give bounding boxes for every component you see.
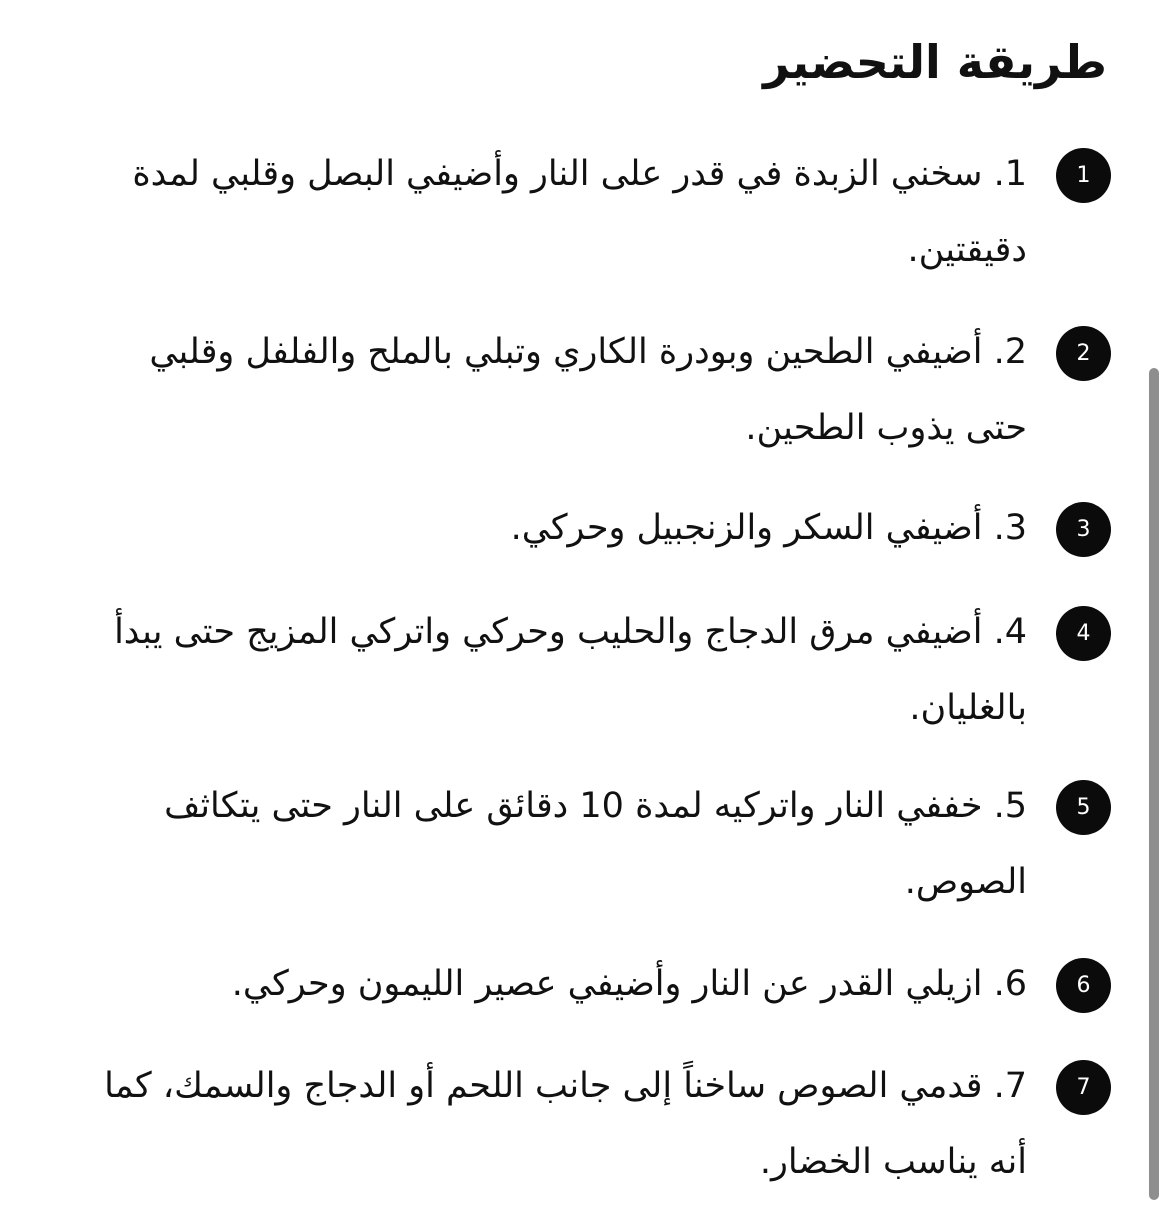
step-text: 3. أضيفي السكر والزنجبيل وحركي. <box>510 508 1027 548</box>
step-item-2 <box>51 326 1111 476</box>
step-number-badge: 1 <box>1056 148 1111 203</box>
step-number-badge: 6 <box>1056 958 1111 1013</box>
step-item-7 <box>51 1060 1111 1210</box>
step-number-badge: 3 <box>1056 502 1111 557</box>
step-item-5 <box>51 780 1111 930</box>
step-text: 7. قدمي الصوص ساخناً إلى جانب اللحم أو الدجاج والسمك، كما أنه يناسب الخضار. <box>104 1066 1027 1182</box>
step-text: 2. أضيفي الطحين وبودرة الكاري وتبلي بالملح والفلفل وقلبي حتى يذوب الطحين. <box>149 332 1027 448</box>
page-title: طريقة التحضير <box>763 35 1107 89</box>
step-number-badge: 5 <box>1056 780 1111 835</box>
step-item-1 <box>51 148 1111 298</box>
step-text: 4. أضيفي مرق الدجاج والحليب وحركي واتركي المزيج حتى يبدأ بالغليان. <box>114 612 1027 728</box>
step-number-badge: 7 <box>1056 1060 1111 1115</box>
step-text: 1. سخني الزبدة في قدر على النار وأضيفي البصل وقلبي لمدة دقيقتين. <box>132 154 1027 270</box>
step-number-badge: 2 <box>1056 326 1111 381</box>
step-item-4 <box>51 606 1111 756</box>
step-text: 5. خففي النار واتركيه لمدة 10 دقائق على النار حتى يتكاثف الصوص. <box>164 786 1027 902</box>
step-number-badge: 4 <box>1056 606 1111 661</box>
step-text: 6. ازيلي القدر عن النار وأضيفي عصير الليمون وحركي. <box>231 964 1027 1004</box>
scrollbar[interactable] <box>1149 368 1159 1200</box>
